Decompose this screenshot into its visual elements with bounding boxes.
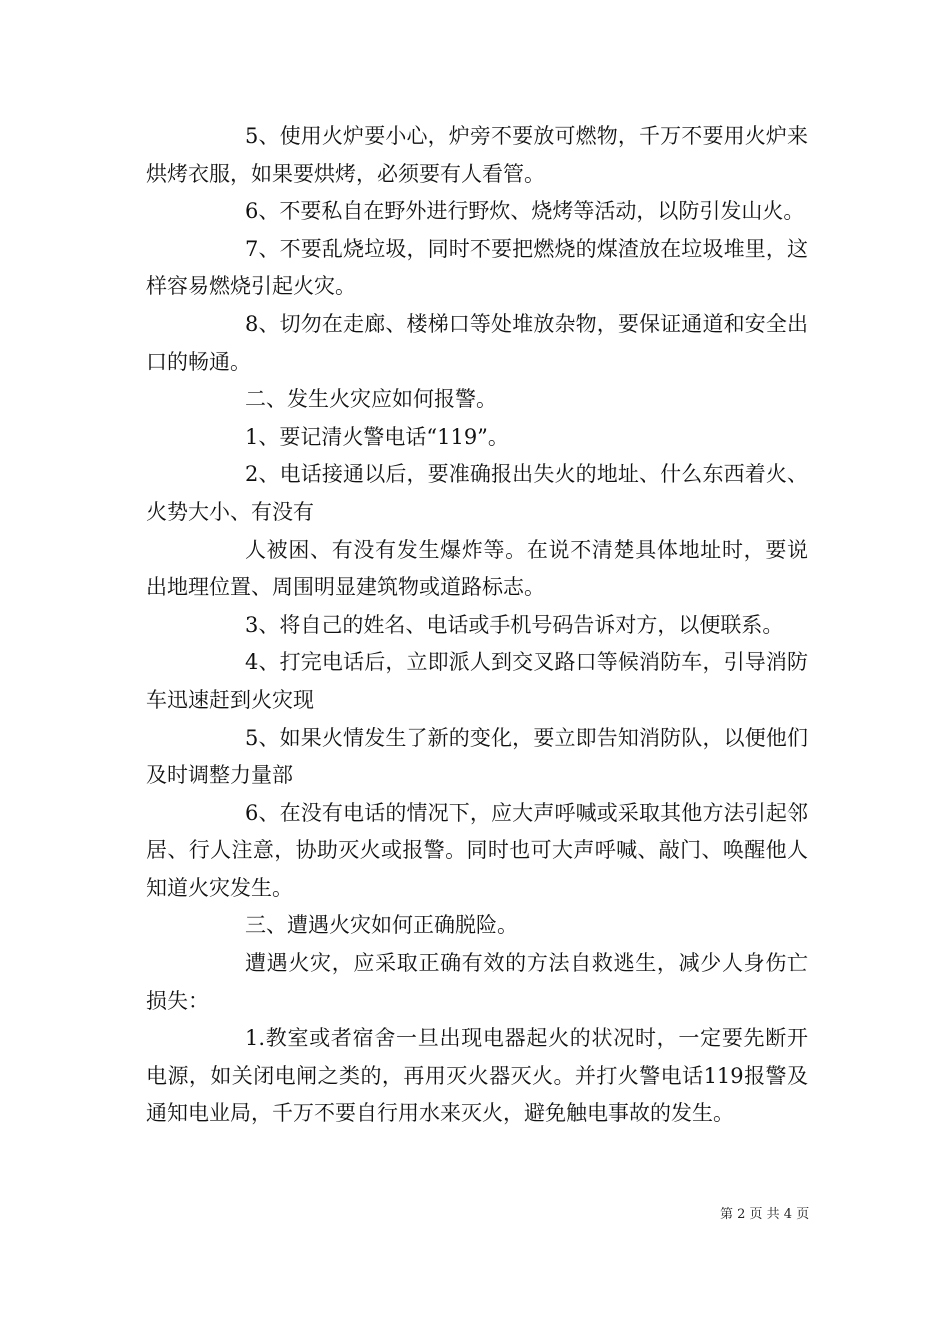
paragraph-report-5: 5、如果火情发生了新的变化，要立即告知消防队，以便他们及时调整力量部 [146, 725, 808, 788]
paragraph-report-3: 3、将自己的姓名、电话或手机号码告诉对方，以便联系。 [245, 612, 784, 637]
paragraph-report-2: 2、电话接通以后，要准确报出失火的地址、什么东西着火、火势大小、有没有 [146, 462, 808, 524]
paragraph-escape-intro: 遭遇火灾，应采取正确有效的方法自救逃生，减少人身伤亡损失： [146, 951, 808, 1013]
document-body [146, 118, 808, 1133]
paragraph-escape-1: 1.教室或者宿舍一旦出现电器起火的状况时，一定要先断开电源，如关闭电闸之类的，再用灭火器灭火。并打火警电话119报警及通知电业局，千万不要自行用水来灭火，避免触电事故的发生。 [146, 1026, 808, 1126]
paragraph-report-2-continued: 人被困、有没有发生爆炸等。在说不清楚具体地址时，要说出地理位置、周围明显建筑物或道路标志。 [146, 537, 808, 600]
paragraph-item-6: 6、不要私自在野外进行野炊、烧烤等活动，以防引发山火。 [245, 199, 805, 224]
page-number-footer: 第 2 页 共 4 页 [720, 1207, 810, 1222]
paragraph-item-8: 8、切勿在走廊、楼梯口等处堆放杂物，要保证通道和安全出口的畅通。 [146, 311, 808, 374]
paragraph-report-6: 6、在没有电话的情况下，应大声呼喊或采取其他方法引起邻居、行人注意，协助灭火或报警。同时也可大声呼喊、敲门、唤醒他人知道火灾发生。 [146, 800, 808, 900]
paragraph-item-7: 7、不要乱烧垃圾，同时不要把燃烧的煤渣放在垃圾堆里，这样容易燃烧引起火灾。 [146, 236, 808, 299]
paragraph-report-4: 4、打完电话后，立即派人到交叉路口等候消防车，引导消防车迅速赶到火灾现 [146, 650, 808, 712]
paragraph-item-5: 5、使用火炉要小心，炉旁不要放可燃物，千万不要用火炉来烘烤衣服，如果要烘烤，必须要有人看管。 [146, 124, 808, 186]
section-heading-2: 二、发生火灾应如何报警。 [245, 387, 497, 412]
section-heading-3: 三、遭遇火灾如何正确脱险。 [245, 913, 518, 938]
paragraph-report-1: 1、要记清火警电话“119”。 [245, 424, 509, 449]
